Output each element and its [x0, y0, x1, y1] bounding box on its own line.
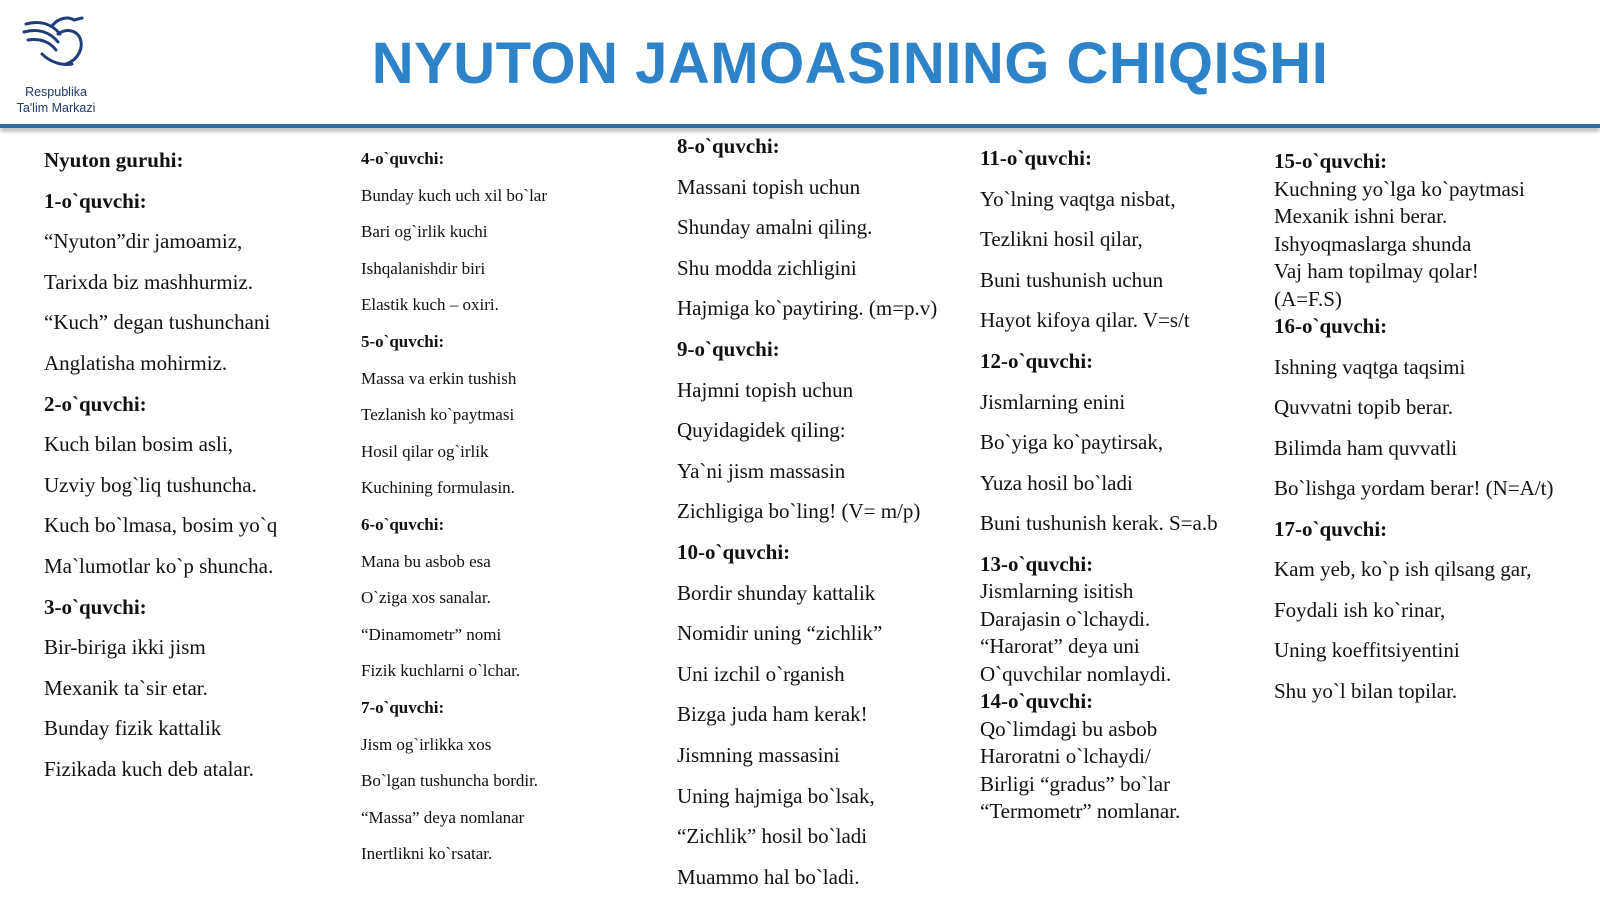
verse-line: Uning hajmiga bo`lsak,	[677, 783, 875, 808]
verse-line: Jismlarning isitish	[980, 579, 1134, 604]
reader-heading: 15-o`quvchi:	[1274, 149, 1388, 173]
verse-line: Anglatisha mohirmiz.	[44, 350, 228, 375]
verse-line: Hosil qilar og`irlik	[361, 441, 489, 461]
verse-line: Bordir shunday kattalik	[677, 580, 876, 605]
verse-line: Kuchining formulasin.	[361, 478, 515, 498]
logo-text-line1: Respublika	[25, 85, 87, 99]
verse-line: “Dinamometr” nomi	[361, 624, 502, 644]
verse-line: Nomidir uning “zichlik”	[677, 621, 883, 646]
verse-line: Uni izchil o`rganish	[677, 661, 845, 686]
verse-line: Ishning vaqtga taqsimi	[1274, 354, 1466, 379]
verse-line: Buni tushunish kerak. S=a.b	[980, 511, 1218, 536]
column-2	[361, 141, 547, 873]
verse-line: Muammo hal bo`ladi.	[677, 864, 860, 889]
reader-heading: 11-o`quvchi:	[980, 146, 1093, 170]
verse-line: Yo`lning vaqtga nisbat,	[980, 186, 1176, 211]
verse-line: Jism og`irlikka xos	[361, 734, 492, 754]
verse-line: Bo`yiga ko`paytirsak,	[980, 430, 1164, 455]
verse-line: “Massa” deya nomlanar	[361, 807, 525, 827]
verse-line: Haroratni o`lchaydi/	[980, 744, 1151, 769]
group-title: Nyuton guruhi:	[44, 148, 184, 172]
verse-line: “Kuch” degan tushunchani	[44, 310, 271, 335]
verse-line: Buni tushunish uchun	[980, 267, 1164, 292]
verse-line: Shunday amalni qiling.	[677, 215, 873, 240]
verse-line: Elastik kuch – oxiri.	[361, 295, 499, 315]
verse-line: Bunday fizik kattalik	[44, 716, 222, 741]
verse-line: Mexanik ta`sir etar.	[44, 675, 208, 700]
verse-line: (A=F.S)	[1274, 286, 1342, 311]
reader-heading: 9-o`quvchi:	[677, 336, 780, 361]
verse-line: Fizik kuchlarni o`lchar.	[361, 661, 521, 681]
verse-line: Qo`limdagi bu asbob	[980, 716, 1158, 741]
verse-line: Bo`lgan tushuncha bordir.	[361, 771, 539, 791]
verse-line: Tezlikni hosil qilar,	[980, 227, 1143, 252]
verse-line: Shu yo`l bilan topilar.	[1274, 678, 1458, 703]
column-5	[1274, 148, 1564, 705]
verse-line: Mexanik ishni berar.	[1274, 204, 1448, 228]
reader-heading: 8-o`quvchi:	[677, 134, 780, 158]
verse-line: Foydali ish ko`rinar,	[1274, 597, 1446, 622]
verse-line: “Termometr” nomlanar.	[980, 799, 1181, 824]
verse-line: Uzviy bog`liq tushuncha.	[44, 472, 257, 497]
verse-line: Jismlarning enini	[980, 389, 1126, 414]
verse-line: Kuch bilan bosim asli,	[44, 432, 233, 457]
column-4	[980, 138, 1218, 826]
verse-line: O`ziga xos sanalar.	[361, 588, 491, 608]
verse-line: Massa va erkin tushish	[361, 368, 517, 388]
verse-line: Kuch bo`lmasa, bosim yo`q	[44, 513, 278, 538]
verse-line: “Zichlik” hosil bo`ladi	[677, 824, 868, 849]
verse-line: Inertlikni ko`rsatar.	[361, 844, 493, 864]
verse-line: Bunday kuch uch xil bo`lar	[361, 185, 548, 205]
verse-line: Quvvatni topib berar.	[1274, 395, 1454, 419]
verse-line: Fizikada kuch deb atalar.	[44, 756, 254, 781]
reader-heading: 17-o`quvchi:	[1274, 516, 1388, 541]
verse-line: Ishyoqmaslarga shunda	[1274, 231, 1472, 256]
verse-line: “Harorat” deya uni	[980, 634, 1140, 659]
verse-line: Bilimda ham quvvatli	[1274, 435, 1458, 460]
verse-line: Mana bu asbob esa	[361, 551, 491, 571]
verse-line: Kuchning yo`lga ko`paytmasi	[1274, 176, 1525, 201]
logo	[6, 14, 106, 119]
verse-line: Zichligiga bo`ling! (V= m/p)	[677, 499, 921, 524]
verse-line: Darajasin o`lchaydi.	[980, 606, 1151, 631]
verse-line: Vaj ham topilmay qolar!	[1274, 259, 1479, 283]
reader-heading: 5-o`quvchi:	[361, 331, 445, 351]
reader-heading: 16-o`quvchi:	[1274, 314, 1388, 338]
verse-line: Kam yeb, ko`p ish qilsang gar,	[1274, 557, 1532, 581]
verse-line: Hajmni topish uchun	[677, 377, 854, 402]
logo-text-line2: Ta'lim Markazi	[16, 101, 96, 115]
reader-heading: 2-o`quvchi:	[44, 391, 147, 416]
verse-line: Jismning massasini	[677, 742, 840, 767]
verse-line: Tezlanish ko`paytmasi	[361, 405, 515, 425]
verse-line: Hajmiga ko`paytiring. (m=p.v)	[677, 296, 938, 321]
verse-line: Bari og`irlik kuchi	[361, 222, 488, 242]
reader-heading: 12-o`quvchi:	[980, 348, 1094, 373]
bird-logo-icon	[22, 14, 90, 72]
reader-heading: 10-o`quvchi:	[677, 539, 791, 564]
column-1	[44, 140, 277, 790]
reader-heading: 3-o`quvchi:	[44, 594, 147, 619]
reader-heading: 14-o`quvchi:	[980, 689, 1094, 714]
reader-heading: 1-o`quvchi:	[44, 188, 147, 213]
reader-heading: 7-o`quvchi:	[361, 697, 445, 717]
verse-line: Massani topish uchun	[677, 174, 861, 199]
slide-header	[0, 0, 1600, 128]
reader-heading: 4-o`quvchi:	[361, 149, 445, 168]
verse-line: Ishqalanishdir biri	[361, 258, 486, 278]
column-3	[677, 126, 937, 897]
verse-line: Ya`ni jism massasin	[677, 458, 846, 483]
verse-line: Bir-biriga ikki jism	[44, 635, 206, 660]
verse-line: Ma`lumotlar ko`p shuncha.	[44, 553, 274, 578]
verse-line: Bizga juda ham kerak!	[677, 702, 868, 727]
verse-line: Hayot kifoya qilar. V=s/t	[980, 308, 1190, 333]
verse-line: Yuza hosil bo`ladi	[980, 470, 1133, 495]
verse-line: Shu modda zichligini	[677, 255, 857, 280]
slide-title: NYUTON JAMOASINING CHIQISHI	[371, 31, 1329, 96]
verse-line: O`quvchilar nomlaydi.	[980, 661, 1172, 686]
reader-heading: 6-o`quvchi:	[361, 514, 445, 534]
verse-line: “Nyuton”dir jamoamiz,	[44, 229, 243, 254]
verse-line: Birligi “gradus” bo`lar	[980, 771, 1171, 796]
verse-line: Bo`lishga yordam berar! (N=A/t)	[1274, 476, 1554, 500]
verse-line: Uning koeffitsiyentini	[1274, 638, 1460, 662]
verse-line: Quyidagidek qiling:	[677, 418, 846, 443]
verse-line: Tarixda biz mashhurmiz.	[44, 269, 254, 294]
reader-heading: 13-o`quvchi:	[980, 551, 1094, 576]
